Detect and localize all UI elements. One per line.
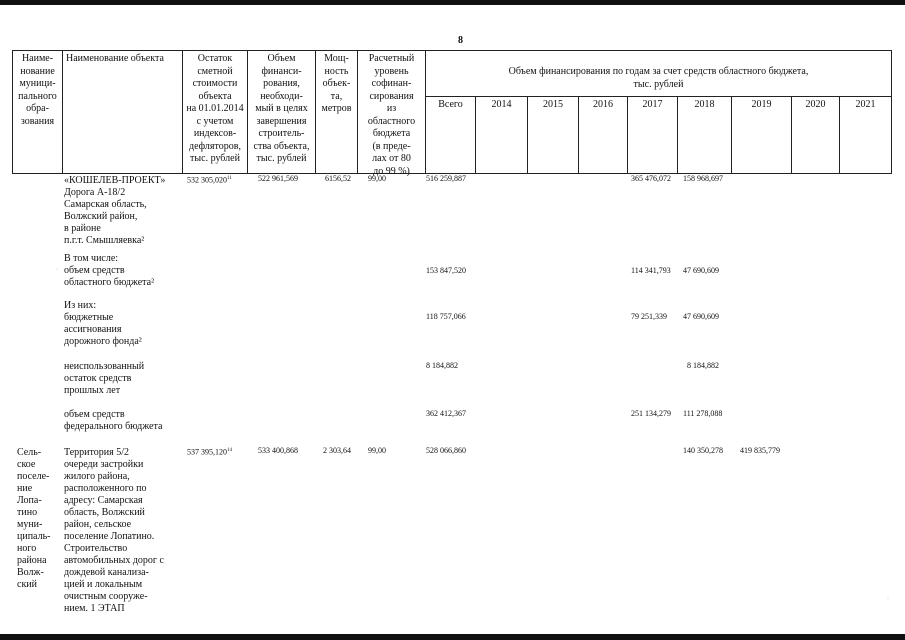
remaining-cost-cell: 537 395,120$^{14}$ — [187, 447, 232, 457]
year-2017-cell: 79 251,339 — [631, 312, 667, 321]
total-cell: 516 259,887 — [426, 174, 466, 183]
top-border — [0, 0, 905, 5]
header-financing-volume: Объем финанси- рования, необходи- мый в целях завершения строитель- ства объекта, тыс. рублей — [253, 53, 310, 164]
total-cell: 528 066,860 — [426, 446, 466, 455]
header-object-name: Наименование объекта — [66, 53, 164, 64]
header-by-years: Объем финансирования по годам за счет средств областного бюджета, тыс. рублей — [508, 66, 809, 90]
header-year-2018: 2018 — [694, 99, 715, 110]
object-name-cell: объем средств федерального бюджета — [64, 409, 163, 432]
year-2017-cell: 251 134,279 — [631, 409, 671, 418]
year-2018-cell: 47 690,609 — [683, 266, 719, 275]
year-2019-cell: 419 835,779 — [740, 446, 780, 455]
total-cell: 153 847,520 — [426, 266, 466, 275]
scan-speck: · — [56, 267, 58, 273]
header-cofinancing-level: Расчетный уровень софинан- сирования из областного бюджета (в преде- лах от 80 до 99 %) — [367, 53, 416, 177]
bottom-border — [0, 634, 905, 640]
cofinancing-level-cell: 99,00 — [368, 446, 386, 455]
header-year-2016: 2016 — [593, 99, 613, 110]
financing-volume-cell: 522 961,569 — [258, 174, 298, 183]
year-2018-cell: 111 278,088 — [683, 409, 723, 418]
object-name-cell: неиспользованный остаток средств прошлых лет — [64, 361, 145, 396]
object-name-cell: Территория 5/2 очереди застройки жилого района, расположенного по адресу: Самарская область, Волжский район, сельское поселение Лопатино. Строительство автомобильных дорог с дождевой канализа- цией и локальным очистным сооруже- нием. 1 ЭТАП — [64, 447, 164, 614]
header-year-2014: 2014 — [491, 99, 512, 110]
object-name-cell: Из них: бюджетные ассигнования дорожного фонда² — [64, 300, 142, 347]
year-2018-cell: 158 968,697 — [683, 174, 723, 183]
header-total: Всего — [438, 99, 463, 110]
scan-speck: · — [887, 596, 889, 602]
financing-volume-cell: 533 400,868 — [258, 446, 298, 455]
capacity-cell: 6156,52 — [325, 174, 351, 183]
total-cell: 118 757,066 — [426, 312, 466, 321]
header-capacity: Мощ- ность объек- та, метров — [321, 53, 352, 114]
total-cell: 8 184,882 — [426, 361, 458, 370]
header-municipality: Наиме- нование муници- пального обра- зования — [18, 53, 57, 127]
capacity-cell: 2 303,64 — [323, 446, 351, 455]
year-2018-cell: 140 350,278 — [683, 446, 723, 455]
year-2018-cell: 8 184,882 — [687, 361, 719, 370]
header-year-2020: 2020 — [805, 99, 826, 110]
municipality-cell: Сель- ское поселе- ние Лопа- тино муни- ципаль- ного района Волж- ский — [17, 447, 51, 590]
header-year-2019: 2019 — [751, 99, 772, 110]
year-2017-cell: 365 476,072 — [631, 174, 671, 183]
year-2018-cell: 47 690,609 — [683, 312, 719, 321]
page-number: 8 — [458, 35, 463, 46]
header-year-2017: 2017 — [642, 99, 663, 110]
remaining-cost-cell: 532 305,020$^{11}$ — [187, 175, 232, 185]
header-year-2021: 2021 — [855, 99, 876, 110]
cofinancing-level-cell: 99,00 — [368, 174, 386, 183]
header-remaining-cost: Остаток сметной стоимости объекта на 01.01.2014 с учетом индексов- дефляторов, тыс. рублей — [186, 53, 244, 164]
year-2017-cell: 114 341,793 — [631, 266, 671, 275]
object-name-cell: «КОШЕЛЕВ-ПРОЕКТ» Дорога А-18/2 Самарская область, Волжский район, в районе п.г.т. Смышляевка² — [64, 175, 166, 246]
header-year-2015: 2015 — [543, 99, 563, 110]
object-name-cell: В том числе: объем средств областного бюджета² — [64, 253, 155, 288]
total-cell: 362 412,367 — [426, 409, 466, 418]
